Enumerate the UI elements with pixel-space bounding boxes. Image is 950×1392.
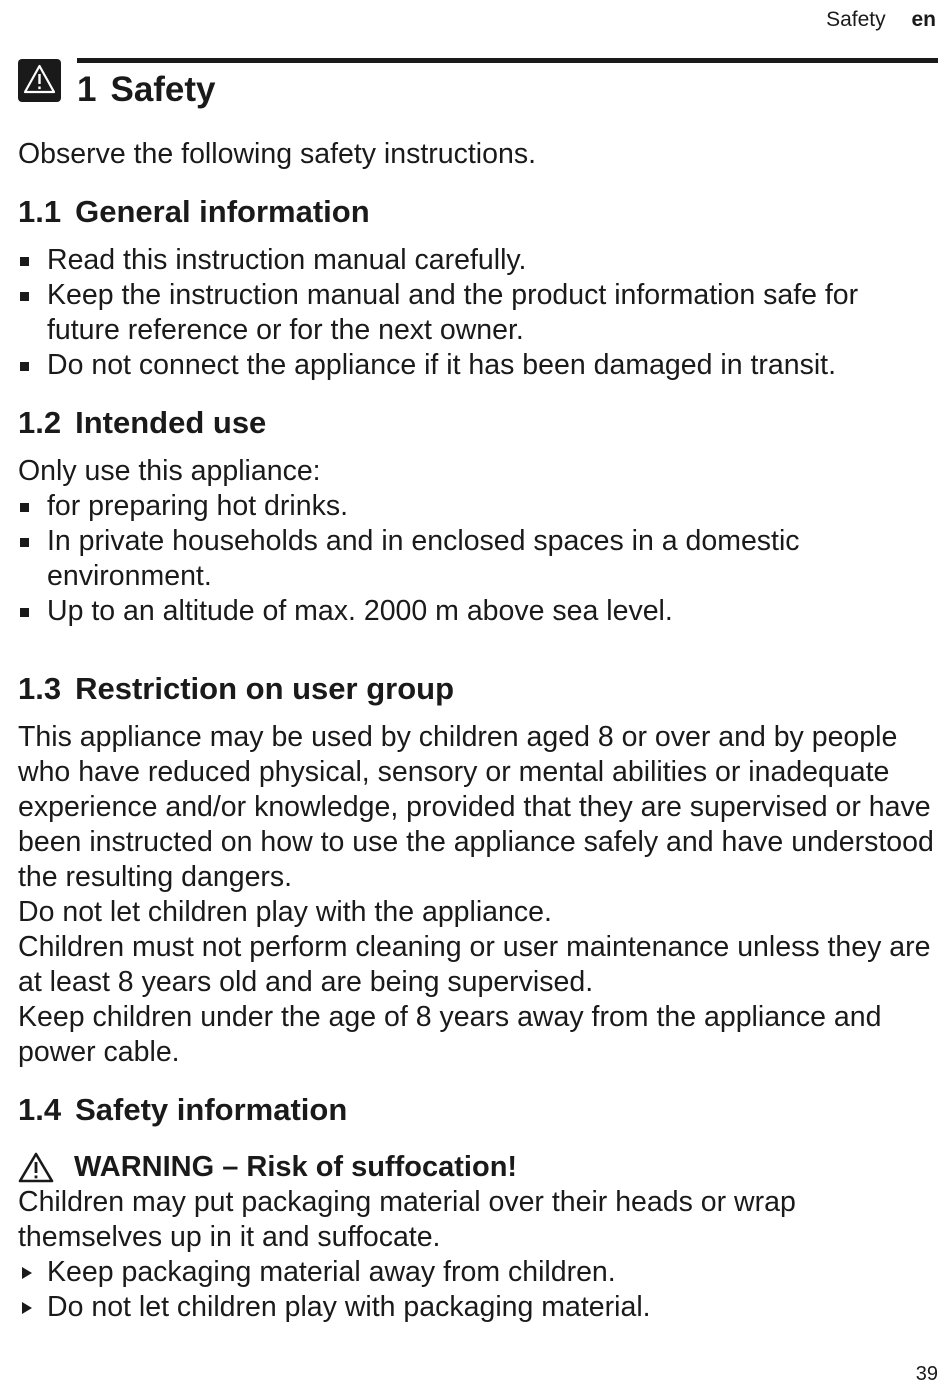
paragraph: This appliance may be used by children aged 8 or over and by people who have reduced physical, sensory or mental abilities or inadequate experience and/or knowledge, provided that they are supervised or have been instructed on how to use the appliance safely and have understood the resulting dangers. <box>18 721 934 893</box>
warning-text: Children may put packaging material over their heads or wrap themselves up in it and suffocate. <box>18 1186 796 1253</box>
section-title: Safety information <box>75 1092 348 1127</box>
running-header <box>826 8 936 32</box>
header-section: Safety <box>826 8 886 31</box>
list-item: Read this instruction manual carefully. <box>18 243 938 278</box>
section-heading-safety-info <box>18 1092 938 1128</box>
section-heading-intended-use <box>18 405 938 441</box>
section-heading-restriction <box>18 671 938 707</box>
section-number: 1.2 <box>18 405 62 440</box>
warning-actions <box>18 1255 938 1325</box>
chapter-number: 1 <box>77 70 97 109</box>
list-item: for preparing hot drinks. <box>18 489 938 524</box>
paragraph: Children must not perform cleaning or user maintenance unless they are at least 8 years old and are being supervised. <box>18 931 931 998</box>
list-item: In private households and in enclosed spaces in a domestic environment. <box>18 524 938 594</box>
chapter-warning-icon <box>18 59 61 102</box>
chapter-title-text: Safety <box>110 70 216 109</box>
general-list <box>18 243 938 383</box>
intended-lead: Only use this appliance: <box>18 455 321 487</box>
intro-text: Observe the following safety instructions. <box>18 138 536 170</box>
header-language: en <box>911 8 936 31</box>
list-item: Do not connect the appliance if it has been damaged in transit. <box>18 348 938 383</box>
list-item: Keep the instruction manual and the product information safe for future reference or for the next owner. <box>18 278 938 348</box>
intended-list <box>18 489 938 629</box>
page-content <box>18 137 938 1325</box>
section-title: Intended use <box>75 405 267 440</box>
restriction-body <box>18 720 938 1070</box>
section-heading-general <box>18 194 938 230</box>
action-item: Keep packaging material away from children. <box>18 1255 938 1290</box>
chapter-title <box>77 70 216 110</box>
section-number: 1.4 <box>18 1092 62 1127</box>
section-title: General information <box>75 194 370 229</box>
warning-title: WARNING – Risk of suffocation! <box>74 1151 518 1183</box>
list-item: Up to an altitude of max. 2000 m above sea level. <box>18 594 938 629</box>
header-rule <box>77 58 938 63</box>
warning-triangle-icon <box>23 64 56 94</box>
paragraph: Keep children under the age of 8 years away from the appliance and power cable. <box>18 1001 882 1068</box>
section-title: Restriction on user group <box>75 671 455 706</box>
section-number: 1.3 <box>18 671 62 706</box>
paragraph: Do not let children play with the appliance. <box>18 896 552 928</box>
action-item: Do not let children play with packaging material. <box>18 1290 938 1325</box>
warning-heading <box>18 1150 938 1185</box>
page-number: 39 <box>915 1363 938 1385</box>
warning-triangle-icon <box>18 1152 54 1183</box>
section-number: 1.1 <box>18 194 62 229</box>
